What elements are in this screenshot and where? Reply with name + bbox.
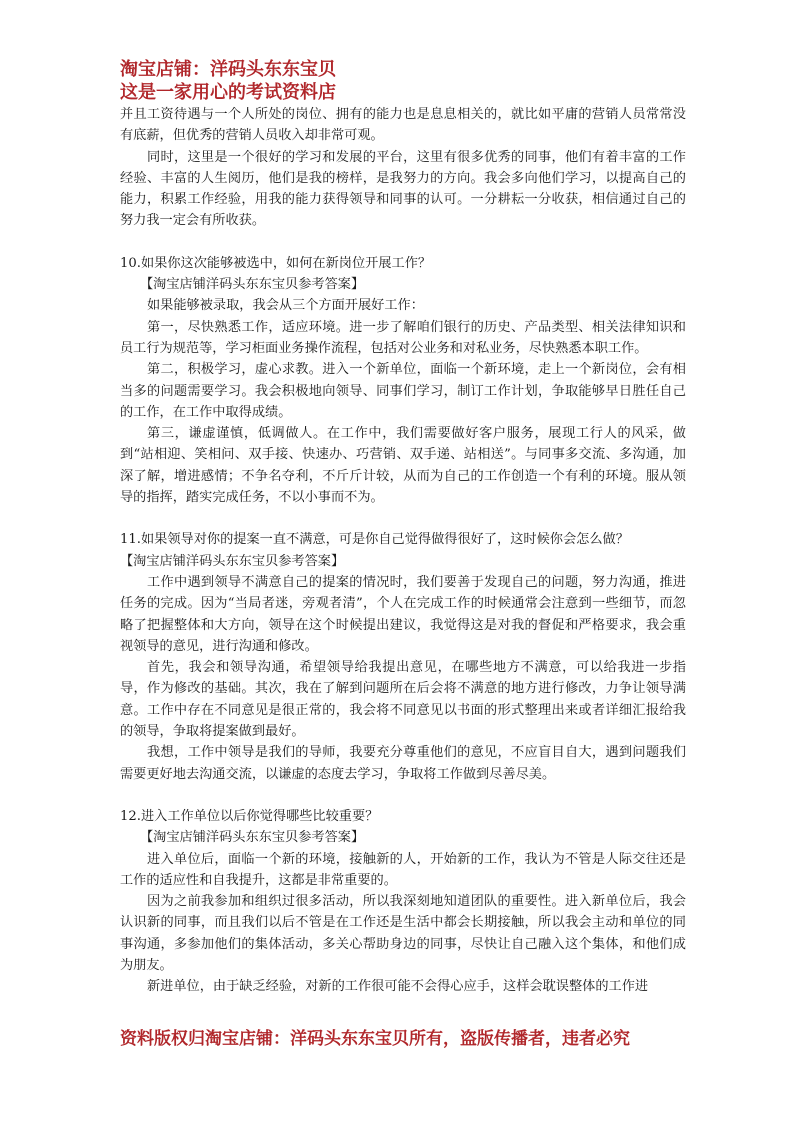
- question-11-paragraph-3: 我想，工作中领导是我们的导师，我要充分尊重他们的意见，不应盲目自大，遇到问题我们需要更好地去沟通交流，以谦虚的态度去学习，争取将工作做到尽善尽美。: [120, 745, 686, 782]
- question-10-paragraph-2: 第一，尽快熟悉工作，适应环境。进一步了解咱们银行的历史、产品类型、相关法律知识和员工行为规范等，学习柜面业务操作流程，包括对公业务和对私业务，尽快熟悉本职工作。: [120, 319, 686, 356]
- question-12-paragraph-2: 因为之前我参加和组织过很多活动，所以我深刻地知道团队的重要性。进入新单位后，我会认识新的同事，而且我们以后不管是在工作还是生活中都会长期接触，所以我会主动和单位的同事沟通，多参加他们的集体活动，多关心帮助身边的同事，尽快让自己融入这个集体，和他们成为朋友。: [120, 894, 686, 973]
- question-10-paragraph-4: 第三，谦虚谨慎，低调做人。在工作中，我们需要做好客户服务，展现工行人的风采，做到“站相迎、笑相问、双手接、快速办、巧营销、双手递、站相送”。与同事多交流、多沟通，加深了解，增进感情；不争名夺利，不斤斤计较，从而为自己的工作创造一个有利的环境。服从领导的指挥，踏实完成任务，不以小事而不为。: [120, 426, 686, 506]
- copyright-footer: 资料版权归淘宝店铺：洋码头东东宝贝所有，盗版传播者，违者必究: [120, 1029, 630, 1049]
- intro-paragraph-1: 并且工资待遇与一个人所处的岗位、拥有的能力也是息息相关的，就比如平庸的营销人员常常没有底薪，但优秀的营销人员收入却非常可观。: [120, 107, 686, 144]
- intro-paragraph-2: 同时，这里是一个很好的学习和发展的平台，这里有很多优秀的同事，他们有着丰富的工作经验、丰富的人生阅历，他们是我的榜样，是我努力的方向。我会多向他们学习，以提高自己的能力，积累工作经验，用我的能力获得领导和同事的认可。一分耕耘一分收获，相信通过自己的努力我一定会有所收获。: [120, 149, 686, 229]
- question-12-paragraph-3: 新进单位，由于缺乏经验，对新的工作很可能不会得心应手，这样会耽误整体的工作进: [147, 979, 649, 995]
- question-11-paragraph-1: 工作中遇到领导不满意自己的提案的情况时，我们要善于发现自己的问题，努力沟通，推进任务的完成。因为“当局者迷，旁观者清”，个人在完成工作的时候通常会注意到一些细节，而忽略了把握整体和大方向，领导在这个时候提出建议，我觉得这是对我的督促和严格要求，我会重视领导的意见，进行沟通和修改。: [120, 574, 686, 654]
- question-10-title: 10.如果你这次能够被选中，如何在新岗位开展工作？: [120, 255, 432, 271]
- question-11-paragraph-2: 首先，我会和领导沟通，希望领导给我提出意见，在哪些地方不满意，可以给我进一步指导，作为修改的基础。其次，我在了解到问题所在后会将不满意的地方进行修改，力争让领导满意。工作中存在不同意见是很正常的，我会将不同意见以书面的形式整理出来或者详细汇报给我的领导，争取将提案做到最好。: [120, 660, 686, 740]
- shop-banner-line-1: 淘宝店铺：洋码头东东宝贝: [120, 59, 336, 80]
- shop-banner-line-2: 这是一家用心的考试资料店: [120, 82, 336, 103]
- question-12-title: 12.进入工作单位以后你觉得哪些比较重要？: [120, 808, 379, 824]
- question-12-answer-tag: 【淘宝店铺洋码头东东宝贝参考答案】: [140, 830, 365, 846]
- question-10-paragraph-3: 第二，积极学习，虚心求教。进入一个新单位，面临一个新环境，走上一个新岗位，会有相当多的问题需要学习。我会积极地向领导、同事们学习，制订工作计划，争取能够早日胜任自己的工作，在工作中取得成绩。: [120, 362, 686, 420]
- question-11-answer-tag: 【淘宝店铺洋码头东东宝贝参考答案】: [120, 553, 345, 569]
- question-11-title: 11.如果领导对你的提案一直不满意，可是你自己觉得做得很好了，这时候你会怎么做？: [120, 532, 629, 548]
- question-10-paragraph-1: 如果能够被录取，我会从三个方面开展好工作：: [147, 298, 424, 314]
- question-12-paragraph-1: 进入单位后，面临一个新的环境，接触新的人，开始新的工作，我认为不管是人际交往还是工作的适应性和自我提升，这都是非常重要的。: [120, 851, 686, 888]
- document-page: [120, 58, 686, 998]
- question-10-answer-tag: 【淘宝店铺洋码头东东宝贝参考答案】: [140, 277, 365, 293]
